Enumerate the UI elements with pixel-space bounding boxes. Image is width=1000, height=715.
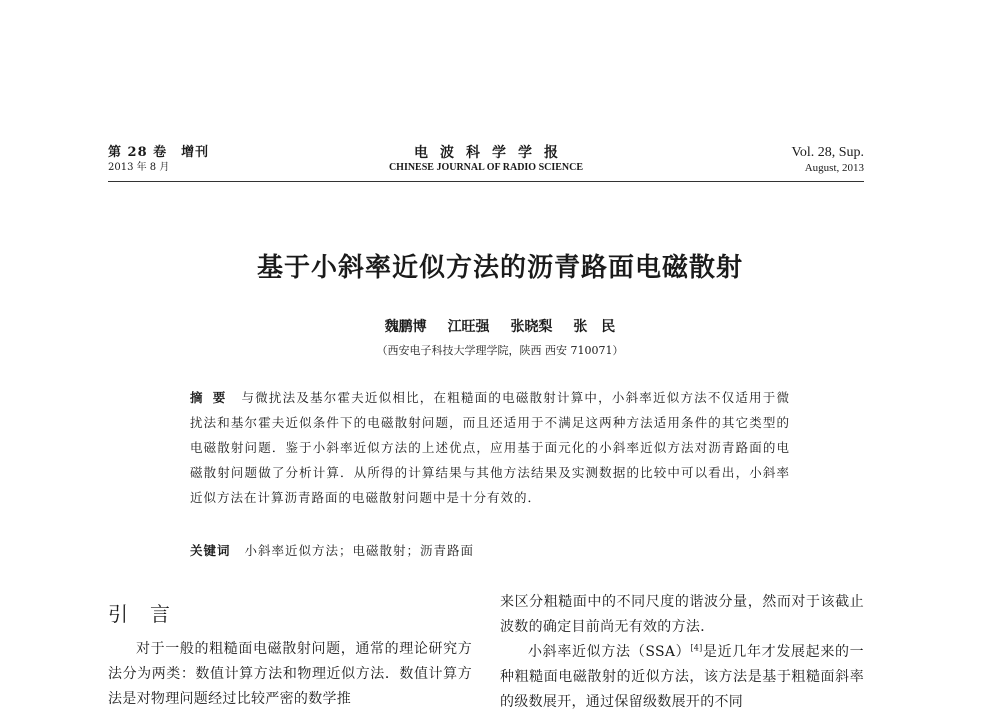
- affiliation: （西安电子科技大学理学院，陕西 西安 710071）: [376, 344, 624, 357]
- keywords-label: 关键词: [190, 543, 231, 558]
- paragraph-text: 小斜率近似方法（SSA）: [528, 644, 691, 660]
- body-column-right: [500, 590, 864, 715]
- keywords: [190, 538, 790, 563]
- running-header: [108, 145, 864, 182]
- abstract: [190, 385, 790, 510]
- author: 魏鹏博: [384, 319, 427, 335]
- date-cn: 2013 年 8 月: [108, 162, 170, 173]
- journal-name-en: CHINESE JOURNAL OF RADIO SCIENCE: [388, 162, 584, 173]
- author-list: [0, 317, 1000, 337]
- journal-name-cn: 电波科学学报: [414, 145, 570, 161]
- header-center: [108, 145, 864, 175]
- body-paragraph: 对于一般的粗糙面电磁散射问题，通常的理论研究方法分为两类：数值计算方法和物理近似方法．数值计算方法是对物理问题经过比较严密的数学推: [108, 641, 472, 707]
- keywords-text: 小斜率近似方法；电磁散射；沥青路面: [244, 543, 475, 558]
- date-en: August, 2013: [804, 162, 864, 174]
- citation-ref: [4]: [690, 643, 703, 653]
- body-paragraph: 来区分粗糙面中的不同尺度的谐波分量，然而对于该截止波数的确定目前尚无有效的方法．: [500, 594, 864, 635]
- body-column-left: [108, 637, 472, 712]
- abstract-text: 与微扰法及基尔霍夫近似相比，在粗糙面的电磁散射计算中，小斜率近似方法不仅适用于微扰法和基尔霍夫近似条件下的电磁散射问题，而且还适用于不满足这两种方法适用条件的其它类型的电磁散射问题．鉴于小斜率近似方法的上述优点，应用基于面元化的小斜率近似方法对沥青路面的电磁散射问题做了分析计算．从所得的计算结果与其他方法结果及实测数据的比较中可以看出，小斜率近似方法在计算沥青路面的电磁散射问题中是十分有效的．: [190, 390, 790, 505]
- author: 张晓梨: [510, 319, 553, 335]
- author: 江旺强: [447, 319, 490, 335]
- volume-cn: 第 28 卷 增刊: [108, 145, 210, 160]
- body-paragraph: [500, 640, 864, 715]
- section-heading-introduction: 引言: [108, 602, 192, 626]
- paper-title: 基于小斜率近似方法的沥青路面电磁散射: [256, 253, 743, 283]
- header-divider: [108, 181, 864, 182]
- paragraph-text: 是近几年才发展起来的一种粗糙面电磁散射的近似方法，该方法是基于粗糙面斜率的级数展开，通过保留级数展开的不同: [500, 644, 864, 710]
- header-right: [792, 145, 864, 175]
- volume-en: Vol. 28, Sup.: [791, 145, 864, 160]
- author: 张 民: [573, 319, 616, 335]
- abstract-label: 摘要: [190, 390, 236, 405]
